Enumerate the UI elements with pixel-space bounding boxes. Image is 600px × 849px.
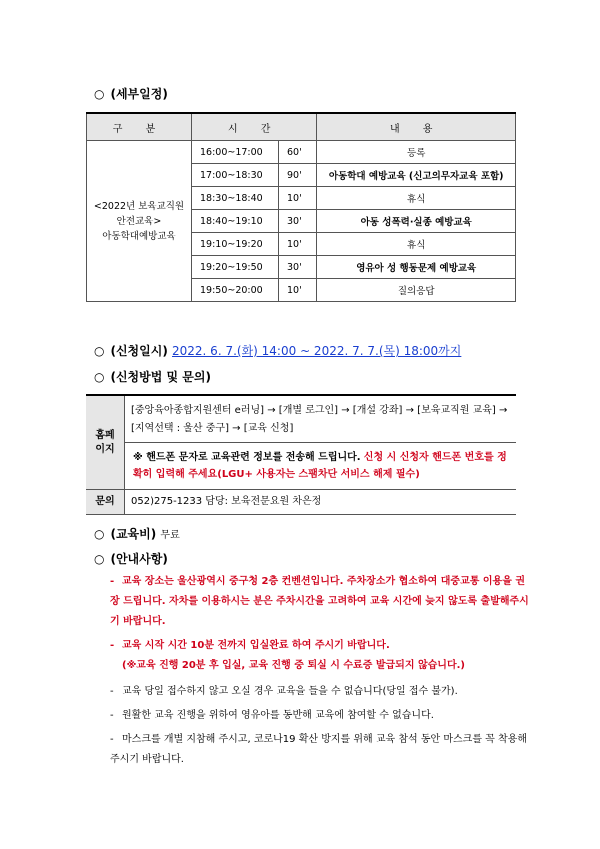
time-cell: 19:20~19:50 (192, 256, 279, 279)
content-cell: 등록 (317, 141, 516, 164)
notice-item (110, 730, 530, 770)
content-cell: 영유아 성 행동문제 예방교육 (317, 256, 516, 279)
duration-cell: 30' (279, 256, 317, 279)
notice-heading (94, 550, 168, 567)
content-cell: 질의응답 (317, 279, 516, 302)
sms-note (125, 443, 516, 489)
bullet-circle: ○ (94, 552, 105, 566)
duration-cell: 10' (279, 187, 317, 210)
apply-path-text: [중앙육아종합지원센터 e러닝] → [개별 로그인] → [개설 강좌] → [보육교직원 교육] → [지역선택 : 울산 중구] → [교육 신청] (125, 396, 516, 443)
bullet-circle: ○ (94, 344, 105, 358)
method-heading-text: (신청방법 및 문의) (110, 370, 211, 384)
time-cell: 18:40~19:10 (192, 210, 279, 233)
homepage-label (86, 396, 125, 489)
sms-note-red: 신청 시 신청자 핸드폰 번호를 정확히 입력해 주세요(LGU+ 사용자는 스팸차단 서비스 해제 필수) (133, 452, 507, 480)
time-cell: 17:00~18:30 (192, 164, 279, 187)
table-row (87, 141, 516, 164)
method-box (86, 394, 516, 515)
category-line: 아동학대예방교육 (102, 230, 176, 242)
fee-heading-text: (교육비) (110, 527, 157, 541)
notice-text: 마스크를 개별 지참해 주시고, 코로나19 확산 방지를 위해 교육 참석 동안 마스크를 꼭 착용해 주시기 바랍니다. (110, 734, 527, 765)
contact-row (86, 490, 516, 514)
notice-dash: - (110, 734, 114, 745)
notice-item (110, 682, 530, 702)
notice-text: 교육 장소는 울산광역시 중구청 2층 컨벤션입니다. 주차장소가 협소하여 대중교통 이용을 권장 드립니다. 자차를 이용하시는 분은 주차시간을 고려하여 교육 시간에 늦지 않도록 출발해주시기 바랍니다. (110, 576, 529, 627)
contact-label: 문의 (86, 490, 125, 514)
header-time: 시 간 (192, 113, 317, 141)
header-content: 내 용 (317, 113, 516, 141)
notice-item (110, 636, 530, 656)
category-cell (87, 141, 192, 302)
notice-text: 원활한 교육 진행을 위하여 영유아를 동반해 교육에 참여할 수 없습니다. (122, 710, 434, 721)
content-cell: 휴식 (317, 187, 516, 210)
time-cell: 16:00~17:00 (192, 141, 279, 164)
time-cell: 19:50~20:00 (192, 279, 279, 302)
notice-item (110, 656, 530, 676)
schedule-heading (94, 85, 168, 102)
notice-text: 교육 당일 접수하지 않고 오실 경우 교육을 들을 수 없습니다(당일 접수 불가). (122, 686, 458, 697)
time-cell: 19:10~19:20 (192, 233, 279, 256)
schedule-table (86, 112, 516, 302)
duration-cell: 10' (279, 233, 317, 256)
content-cell: 아동 성폭력·실종 예방교육 (317, 210, 516, 233)
bullet-circle: ○ (94, 87, 105, 101)
category-line: <2022년 보육교직원 (93, 200, 185, 212)
notice-item (110, 572, 530, 632)
bullet-circle: ○ (94, 370, 105, 384)
content-cell: 아동학대 예방교육 (신고의무자교육 포함) (317, 164, 516, 187)
schedule-heading-text: (세부일정) (110, 87, 168, 101)
fee-heading (94, 525, 180, 542)
apply-date-heading (94, 342, 461, 359)
bullet-circle: ○ (94, 527, 105, 541)
apply-date-label: (신청일시) (110, 344, 168, 358)
notice-text: (※교육 진행 20분 후 입실, 교육 진행 중 퇴실 시 수료증 발급되지 않습니다.) (122, 660, 465, 671)
homepage-label-line: 홈페 (95, 429, 115, 441)
notice-dash: - (110, 710, 114, 721)
homepage-label-line: 이지 (95, 443, 115, 455)
contact-value: 052)275-1233 담당: 보육전문요원 차은정 (131, 496, 322, 507)
notice-dash: - (110, 640, 115, 651)
fee-value: 무료 (160, 530, 180, 541)
notice-dash: - (110, 576, 115, 587)
apply-date-value: 2022. 6. 7.(화) 14:00 ~ 2022. 7. 7.(목) 18:00까지 (172, 344, 462, 358)
header-category: 구 분 (87, 113, 192, 141)
notice-item (110, 706, 530, 726)
content-cell: 휴식 (317, 233, 516, 256)
duration-cell: 60' (279, 141, 317, 164)
homepage-row (86, 396, 516, 490)
notice-text: 교육 시작 시간 10분 전까지 입실완료 하여 주시기 바랍니다. (122, 640, 390, 651)
duration-cell: 10' (279, 279, 317, 302)
notice-heading-text: (안내사항) (110, 552, 168, 566)
notice-dash: - (110, 686, 114, 697)
method-heading (94, 368, 211, 385)
duration-cell: 90' (279, 164, 317, 187)
category-line: 안전교육> (116, 215, 162, 227)
time-cell: 18:30~18:40 (192, 187, 279, 210)
sms-note-black: ※ 핸드폰 문자로 교육관련 정보를 전송해 드립니다. (133, 452, 361, 463)
duration-cell: 30' (279, 210, 317, 233)
